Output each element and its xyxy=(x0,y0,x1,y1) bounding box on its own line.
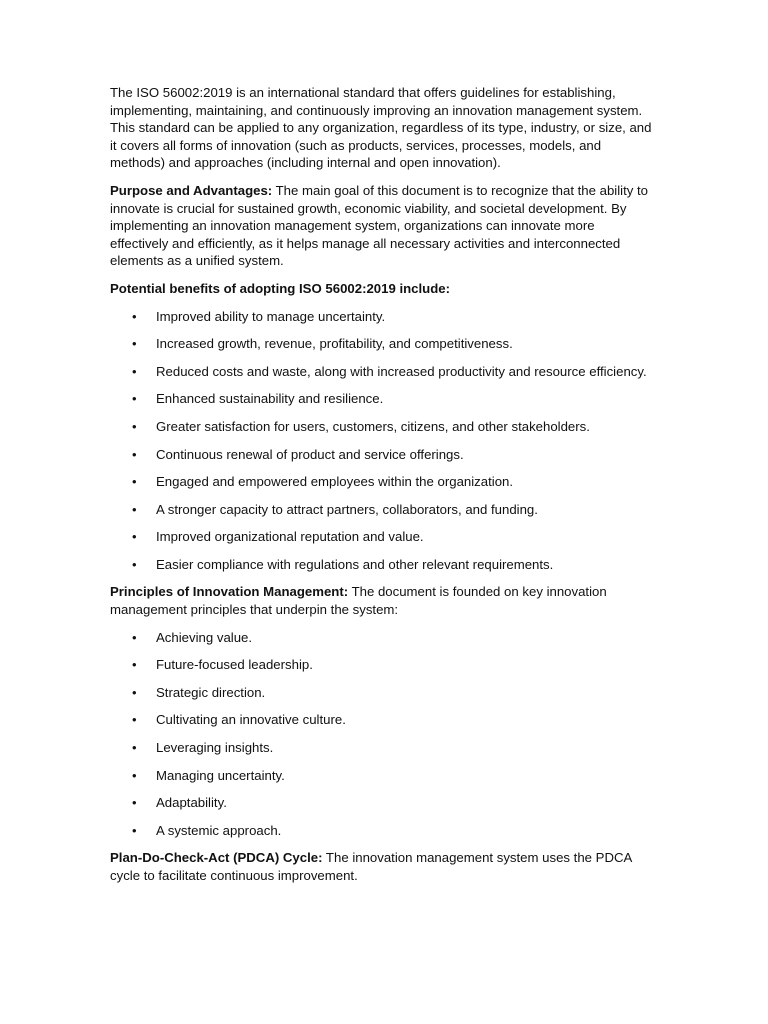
list-item-text: Greater satisfaction for users, customers, citizens, and other stakeholders. xyxy=(156,418,590,434)
bullet-icon: • xyxy=(132,684,137,700)
list-item-text: Achieving value. xyxy=(156,629,253,645)
list-item xyxy=(110,335,655,353)
list-item xyxy=(110,767,655,785)
pdca-paragraph xyxy=(110,849,655,884)
list-item-text: Strategic direction. xyxy=(156,684,266,700)
principles-list xyxy=(110,629,655,840)
list-item xyxy=(110,684,655,702)
intro-paragraph: The ISO 56002:2019 is an international standard that offers guidelines for establishing, implementing, maintaining, and continuously improving an innovation management system. This standard can be applied to any organization, regardless of its type, industry, or size, and it covers all forms of innovation (such as products, services, processes, models, and methods) and approaches (including internal and open innovation). xyxy=(110,85,652,171)
list-item xyxy=(110,418,655,436)
purpose-paragraph xyxy=(110,182,655,270)
pdca-heading: Plan-Do-Check-Act (PDCA) Cycle: xyxy=(110,850,323,866)
list-item-text: Adaptability. xyxy=(156,795,227,811)
list-item-text: Easier compliance with regulations and other relevant requirements. xyxy=(156,556,554,572)
list-item-text: Cultivating an innovative culture. xyxy=(156,712,346,728)
bullet-icon: • xyxy=(132,556,137,572)
list-item xyxy=(110,446,655,464)
bullet-icon: • xyxy=(132,418,137,434)
bullet-icon: • xyxy=(132,740,137,756)
bullet-icon: • xyxy=(132,657,137,673)
benefits-list xyxy=(110,308,655,574)
list-item xyxy=(110,794,655,812)
principles-paragraph xyxy=(110,583,655,618)
list-item xyxy=(110,656,655,674)
list-item-text: Engaged and empowered employees within the organization. xyxy=(156,474,514,490)
list-item-text: Improved organizational reputation and value. xyxy=(156,529,424,545)
list-item-text: A stronger capacity to attract partners, collaborators, and funding. xyxy=(156,501,538,517)
pdca-text: The innovation management system uses the PDCA cycle to facilitate continuous improvement. xyxy=(110,850,632,883)
bullet-icon: • xyxy=(132,474,137,490)
benefits-heading-paragraph xyxy=(110,280,655,298)
bullet-icon: • xyxy=(132,391,137,407)
bullet-icon: • xyxy=(132,712,137,728)
principles-heading: Principles of Innovation Management: xyxy=(110,584,349,600)
list-item xyxy=(110,822,655,840)
benefits-heading: Potential benefits of adopting ISO 56002:2019 include: xyxy=(110,280,451,296)
list-item xyxy=(110,528,655,546)
list-item-text: Future-focused leadership. xyxy=(156,657,313,673)
list-item-text: A systemic approach. xyxy=(156,822,282,838)
list-item xyxy=(110,390,655,408)
bullet-icon: • xyxy=(132,529,137,545)
purpose-text: The main goal of this document is to recognize that the ability to innovate is crucial for sustained growth, economic viability, and societal development. By implementing an innovation management system, organizations can innovate more effectively and efficiently, as it helps manage all necessary activities and interconnected elements as a unified system. xyxy=(110,182,649,269)
bullet-icon: • xyxy=(132,363,137,379)
list-item xyxy=(110,711,655,729)
list-item xyxy=(110,629,655,647)
list-item-text: Reduced costs and waste, along with increased productivity and resource efficiency. xyxy=(156,363,647,379)
list-item-text: Managing uncertainty. xyxy=(156,767,285,783)
list-item-text: Leveraging insights. xyxy=(156,740,274,756)
list-item xyxy=(110,363,655,381)
list-item-text: Increased growth, revenue, profitability, and competitiveness. xyxy=(156,336,513,352)
bullet-icon: • xyxy=(132,767,137,783)
bullet-icon: • xyxy=(132,446,137,462)
list-item xyxy=(110,556,655,574)
list-item xyxy=(110,308,655,326)
list-item-text: Improved ability to manage uncertainty. xyxy=(156,308,386,324)
list-item-text: Enhanced sustainability and resilience. xyxy=(156,391,384,407)
list-item xyxy=(110,473,655,491)
list-item xyxy=(110,501,655,519)
principles-text: The document is founded on key innovation management principles that underpin the system: xyxy=(110,584,607,618)
bullet-icon: • xyxy=(132,501,137,517)
bullet-icon: • xyxy=(132,822,137,838)
document-page xyxy=(110,84,655,895)
bullet-icon: • xyxy=(132,308,137,324)
bullet-icon: • xyxy=(132,336,137,352)
bullet-icon: • xyxy=(132,629,137,645)
bullet-icon: • xyxy=(132,795,137,811)
purpose-heading: Purpose and Advantages: xyxy=(110,182,273,198)
list-item-text: Continuous renewal of product and service offerings. xyxy=(156,446,464,462)
list-item xyxy=(110,739,655,757)
